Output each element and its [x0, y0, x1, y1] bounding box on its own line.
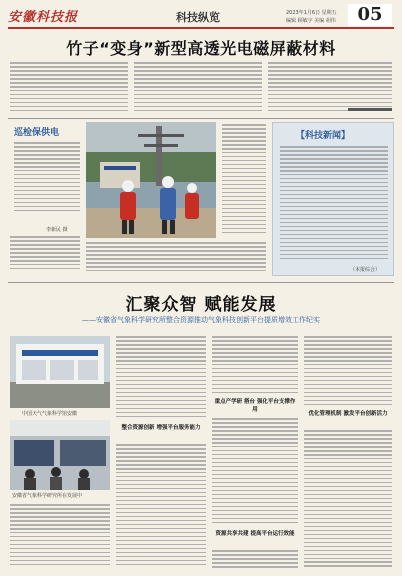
lead-text-col-1: [10, 62, 128, 114]
header-rule: [8, 27, 394, 29]
lead-divider: [8, 118, 394, 119]
lead-text-col-3: [268, 62, 392, 114]
feature-headline: 汇聚众智 赋能发展: [125, 295, 277, 315]
photo-credit: 李新民 摄: [46, 227, 68, 233]
news-box-tag: （本报综合）: [350, 267, 381, 273]
feature-subhead-4: 资源共享共建 提高平台运行效能: [215, 531, 295, 537]
feature-text-col-3b: [212, 418, 298, 526]
feature-photo-1-caption: 中国天气气象科学馆安徽: [22, 411, 78, 417]
feature-text-col-3c: [212, 550, 298, 570]
photo-caption-title: 巡检保供电: [14, 128, 60, 138]
feature-photo-2: [10, 420, 110, 490]
lead-text-col-2: [134, 62, 262, 114]
section-title: 科技纵览: [176, 11, 220, 24]
issue-date: 2023年1月6日 星期五: [286, 10, 337, 16]
feature-photo-2-caption: 安徽省气象科学研究所在发展中: [12, 493, 83, 499]
feature-subhead-3: 优化管理机制 激发平台创新活力: [308, 411, 388, 417]
masthead: 安徽科技报: [8, 10, 79, 25]
editors-line: 编辑 顾敏宇 美编 胡伟: [286, 18, 336, 24]
feature-text-col-2a: [116, 336, 206, 420]
news-photo: [86, 122, 216, 238]
feature-text-col-3a: [212, 336, 298, 396]
photo-caption-text: [14, 142, 80, 214]
news-box-title: 【科技新闻】: [296, 131, 351, 141]
feature-photo-1: [10, 336, 110, 408]
feature-text-col-1-lower: [10, 504, 110, 570]
feature-text-col-2b: [116, 444, 206, 570]
news-box-text: [280, 146, 388, 264]
feature-subhead-2: 重点产学研 搭台 强化平台支撑作用: [214, 399, 296, 413]
lead-text-col-2b: [222, 124, 266, 236]
page-number: 05: [348, 4, 392, 26]
feature-text-col-4b: [304, 430, 392, 570]
lead-byline: [348, 108, 392, 111]
lead-text-lower: [86, 242, 266, 274]
feature-subheadline: ——安徽省气象科学研究所整合资源推动气象科技创新平台提质增效工作纪实: [82, 316, 320, 324]
feature-subhead-1: 整合资源创新 增强平台服务能力: [121, 425, 201, 431]
feature-rule: [8, 282, 394, 283]
feature-text-col-4a: [304, 336, 392, 408]
lead-headline: 竹子“变身”新型高透光电磁屏蔽材料: [66, 39, 336, 58]
lead-text-lower-left: [10, 236, 80, 274]
